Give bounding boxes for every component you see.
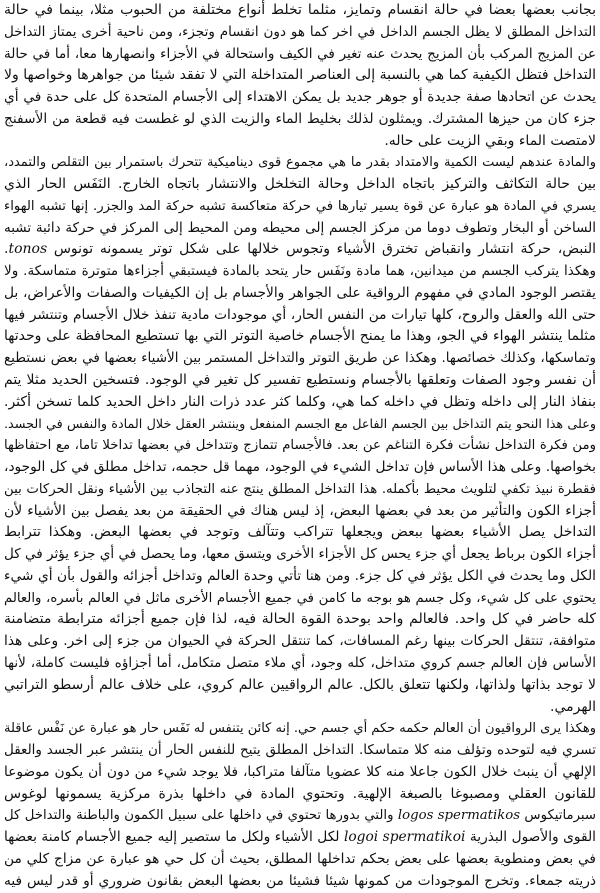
text-line: لا توجد بذاتها ولذاتها، ولكنها تتعلق بالكل. عالم الرواقيين عالم كروي، على خلاف عالم أرسطو التراتبي: [4, 676, 596, 693]
text-segment: النبض، حركة انتشار وانقباض تخترق الأشياء وتجوس خلالها على شكل توتر يسمونه تونوس: [47, 241, 596, 258]
text-line: وهكذا يتركب الجسم من ميدانين، هما مادة ونَفَس حار يتحد بالمادة فيستبقي أجزاءها متوترة متماسكة. ولا: [4, 263, 596, 280]
text-line: جزء كان من حيزها المشترك. ويمثلون لذلك بخليط الماء والزيت الذي لو غطست فيه قطعة من الأسفنج: [4, 110, 596, 127]
paragraph: [4, 435, 596, 718]
text-line: [4, 805, 596, 827]
text-line: أجزاء الكون والتأثير من بعد في بعضها البعض، إذ ليس هناك في الحقيقة من بعد يفصل بين الأشياء لأن: [4, 502, 596, 519]
text-line: في بعض ومنطوية بعضها على بعض بحكم تداخلها المطلق، بحيث أن كل حي هو عبارة عن مزاج كلي من: [4, 850, 596, 867]
text-line: بخواصها. وعلى هذا الأساس فإن تداخل الشيء في الوجود، مهما قل حجمه، تداخل مطلق في كل الوجود،: [4, 459, 596, 476]
latin-term: logoi spermatikoi: [343, 829, 466, 846]
text-line: متوافقة، تنتقل الحركات بينها رغم المسافات، كما تنتقل الحركة في الحيوان من جزء إلى اخر. وعلى هذا: [4, 633, 596, 650]
text-line: كله حاضر في كل واحد. فالعالم واحد بوحدة القوة الحالة فيه، لذا فإن جميع أجزائه مترابطة متضامنة: [4, 611, 596, 628]
text-line: لامتصت الماء وبقي الزيت على حاله.: [384, 132, 596, 149]
text-line: بين حالة التكاثف والتركيز باتجاه الداخل وحالة التخلخل والانتشار باتجاه الخارج. النَفَس الحار الذي: [4, 176, 596, 193]
text-line: الإلهي أن ينبث خلال الكون جاعلا منه كلا عضويا متآلفا متراكبا، فلا يوجد شيء من دون أن يكون موضوعا: [4, 763, 596, 780]
text-line: [4, 239, 596, 261]
text-line: التداخل فتظل الكيفية كما هي بالنسبة إلى العناصر المتداخلة التي لا تفقد شيئا من جواهرها وخواصها ولا: [4, 67, 596, 84]
text-line: ومن فكرة التداخل نشأت فكرة التناغم عن بعد. فالأجسام تتمازج وتتداخل في بعضها تداخلا تاما، مع احتفاظها: [4, 438, 596, 454]
text-line: الأساس فإن العالم جسم كروي متداخل، كله وجود، أي ملاء متصل متكامل، أما أجزاؤه فليست كاملة، لأنها: [4, 654, 596, 671]
text-line: مثلما ينتشر الهواء في الجو، وهذا ما يمنح الأجسام خاصية التوتر التي بها تستطيع المحافظة على وحدتها: [4, 328, 596, 345]
text-line: للقانون العقلي ومصبوغا بالصبغة الإلهية. وتحتوي المادة في داخلها بذرة مركزية يسمونها لوغوس: [4, 785, 596, 802]
text-segment: .: [4, 241, 9, 258]
text-line: الكل وما يحدث في الكل يؤثر في كل جزء. ومن هنا تأتي وحدة العالم وتداخل أجزائه والقول بأن أي شيء: [4, 567, 596, 584]
text-segment: سبرماتيكوس: [520, 808, 596, 824]
text-line: يحتوي على كل شيء، وكل جسم هو بوجه ما كامن في جميع الأجسام الأخرى ماثل في العالم بأسره، والعالم: [4, 590, 596, 606]
paragraph: [4, 718, 596, 892]
latin-term: logos spermatikos: [397, 808, 521, 824]
text-line: تسري فيه لتوحده وتؤلف منه كلا متماسكا. التداخل المطلق يتيح للنفس الحار أن ينتشر عبر الجسد والعقل: [4, 742, 596, 759]
text-segment: والتي بدورها تحتوي في داخلها على سبيل الكمون والباطنة والتداخل كل: [4, 808, 398, 824]
text-line: وتماسكها، وكذلك خصائصها. وهكذا عن طريق التوتر والتداخل المستمر بين الأشياء بعضها في بعض نستطيع: [4, 350, 596, 367]
text-line: أن نفسر وجود الصفات وتعلقها بالأجسام ونستطيع تفسير كل تغير في الوجود. فتسخين الحديد مثلا يتم: [4, 372, 596, 389]
text-segment: لكل الأشياء ولكل ما ستصير إليه جميع الأجسام كامنة بعضها: [4, 829, 344, 846]
text-segment: القوى والأصول البذرية: [465, 829, 596, 846]
text-line: بنفاذ النار إلى داخله وتظل في داخله كما هي، وكلما كثر عدد ذرات النار داخل الحديد كلما تسخن أكثر.: [4, 393, 596, 410]
text-line: يسري في المادة هو عبارة عن قوة يسير تيارها في حركة متعاكسة تشبه حركة المد والجزر. إنها تشبه الهواء: [4, 198, 596, 214]
text-line: ذريته جمعاء. وتخرج الموجودات من كمونها شيئا فشيئا من بعضها البعض بقانون ضروري أو قدر ليس فيه: [4, 872, 596, 889]
text-line: والمادة عندهم ليست الكمية والامتداد بقدر ما هي مجموع قوى ديناميكية تتحرك باستمرار بين التقلص والتمدد،: [4, 155, 596, 171]
latin-term: tonos: [8, 241, 48, 258]
text-line: بجانب بعضها بعضا في حالة انقسام وتمايز، مثلما تخلط أنواع مختلفة من الحبوب مثلا، بينما في حالة: [4, 2, 596, 18]
text-line: الهرمي.: [550, 698, 596, 715]
paragraph: [4, 0, 596, 152]
text-line: التداخل المطلق لا يظل الجسم الداخل في اخر كما هو دون انقسام وتجزء، ومن ناحية أخرى يمتاز التداخل: [4, 23, 596, 40]
text-line: يقتصر الوجود المادي في مفهوم الرواقية على الجواهر والأجسام بل إن الكيفيات والصفات والأعراض، بل: [4, 284, 596, 301]
text-line: التداخل يصل الأشياء بعضها ببعض ويجعلها تتراكب وتتآلف وتوجد في بعضها البعض. وهكذا تترابط: [4, 524, 596, 541]
text-line: [4, 827, 596, 849]
text-line: يحدث عن اتحادها صفة جديدة أو جوهر جديد بل يمكن الاهتداء إلى الأجسام المتحدة كل على حدة في أي: [4, 89, 596, 106]
paragraph: [4, 152, 596, 435]
text-line: حتى الله والعقل والروح، كلها تيارات من النفس الحار، أي موجودات مادية تنفذ خلال الأجسام وتنتشر فيها: [4, 306, 596, 323]
text-line: عن المزيج المركب بأن المزيج يحدث عنه تغير في الكيف واستحالة في الأجزاء وانصهارها معا، أما في حالة: [4, 45, 596, 62]
document-page: [4, 0, 596, 893]
text-line: الساخن أو البخار وتطوف دوما من مركز الجسم إلى محيطه ومن المحيط إلى المركز في حركة دائبة تشبه: [4, 219, 596, 236]
text-line: فقطرة نبيذ تكفي لتلويث محيط بأكمله. هذا التداخل المطلق ينتج عنه التجاذب بين الأشياء ونقل الحركات بين: [4, 481, 596, 497]
text-line: وعلى هذا النحو يتم التداخل بين الجسم الفاعل مع الجسم المنفعل وينتشر العقل خلال المادة والنفس في الجسد.: [4, 416, 596, 432]
text-line: وهكذا يرى الرواقيون أن العالم حكمه حكم أي جسم حي. إنه كائن يتنفس له نَفَس حار هو عبارة عن نَفْس عاقلة: [4, 721, 596, 737]
text-line: أجزاء الكون برباط يجعل أي جزء يحس كل الأجزاء الأخرى ويتسق معها، وما يحصل في أي جزء يؤثر في كل: [4, 546, 596, 563]
